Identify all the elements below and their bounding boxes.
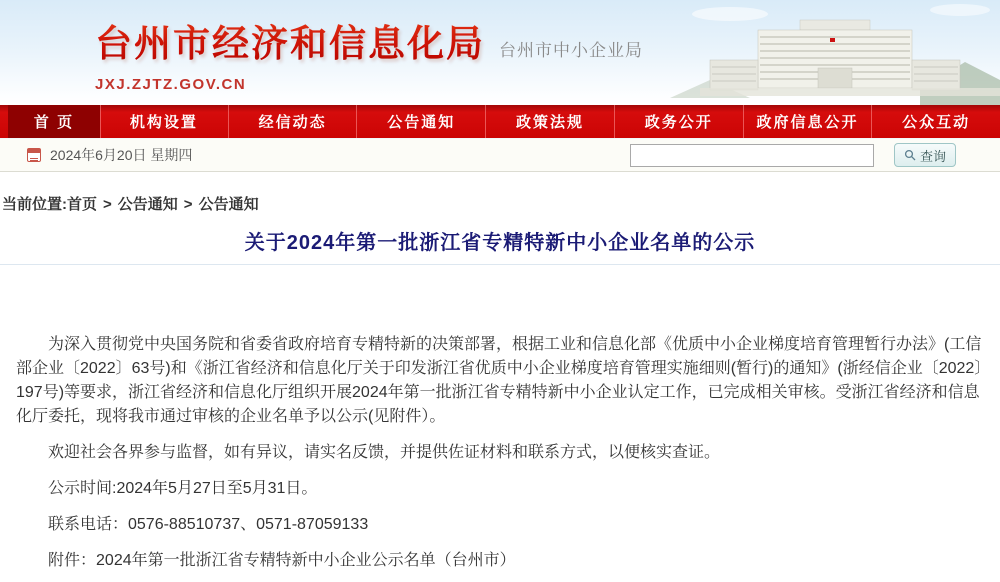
toolbar — [0, 138, 1000, 172]
search-input[interactable] — [630, 144, 874, 167]
search-icon — [904, 149, 916, 161]
site-title: 台州市经济和信息化局 — [95, 13, 485, 67]
site-subtitle: 台州市中小企业局 — [499, 41, 643, 60]
government-building-photo — [670, 0, 1000, 105]
article-paragraph: 为深入贯彻党中央国务院和省委省政府培育专精特新的决策部署，根据工业和信息化部《优质中小企业梯度培育管理暂行办法》(工信部企业〔2022〕63号)和《浙江省经济和信息化厅关于印发浙江省优质中小企业梯度培育管理实施细则(暂行)的通知》(浙经信企业〔2022〕197号)等要求，浙江省经济和信息化厅组织开展2024年第一批浙江省专精特新中小企业认定工作，已完成相关审核。受浙江省经济和信息化厅委托，现将我市通过审核的企业名单予以公示(见附件）。 — [16, 336, 983, 425]
breadcrumb-prefix: 当前位置: — [2, 196, 67, 213]
breadcrumb — [0, 172, 1000, 222]
search-button-label: 查询 — [919, 148, 946, 164]
breadcrumb-link-current[interactable]: 公告通知 — [198, 196, 259, 213]
current-date: 2024年6月20日 星期四 — [50, 147, 193, 163]
attachment-row — [16, 549, 984, 573]
breadcrumb-separator: > — [103, 196, 112, 213]
site-url: JXJ.ZJTZ.GOV.CN — [95, 76, 247, 93]
nav-item-policies[interactable]: 政策法规 — [486, 105, 615, 138]
article-body — [0, 265, 1000, 573]
nav-item-home[interactable]: 首 页 — [8, 105, 100, 138]
calendar-icon — [27, 148, 41, 162]
contact-phone: 联系电话：0576-88510737、0571-87059133 — [48, 516, 369, 533]
nav-item-public-interaction[interactable]: 公众互动 — [902, 114, 971, 131]
breadcrumb-separator: > — [183, 196, 193, 213]
site-logo[interactable] — [95, 13, 643, 93]
nav-item-news[interactable]: 经信动态 — [229, 105, 358, 138]
nav-item-organization[interactable]: 机构设置 — [100, 105, 229, 138]
search-button[interactable] — [894, 143, 956, 167]
nav-item-announcements[interactable]: 公告通知 — [357, 105, 486, 138]
nav-item-gov-affairs[interactable]: 政务公开 — [615, 105, 744, 138]
site-header — [0, 0, 1000, 105]
breadcrumb-link-home[interactable]: 首页 — [67, 196, 98, 213]
nav-item-gov-info[interactable]: 政府信息公开 — [744, 105, 873, 138]
article-title: 关于2024年第一批浙江省专精特新中小企业名单的公示 — [244, 232, 756, 254]
attachment-link[interactable]: 2024年第一批浙江省专精特新中小企业公示名单（台州市） — [96, 552, 516, 569]
publicity-period: 公示时间:2024年5月27日至5月31日。 — [48, 480, 318, 497]
breadcrumb-link-announcements[interactable]: 公告通知 — [117, 196, 178, 213]
article-paragraph: 欢迎社会各界参与监督，如有异议，请实名反馈，并提供佐证材料和联系方式，以便核实查证。 — [48, 444, 721, 461]
main-nav — [0, 105, 1000, 138]
attachment-label: 附件： — [48, 552, 97, 569]
